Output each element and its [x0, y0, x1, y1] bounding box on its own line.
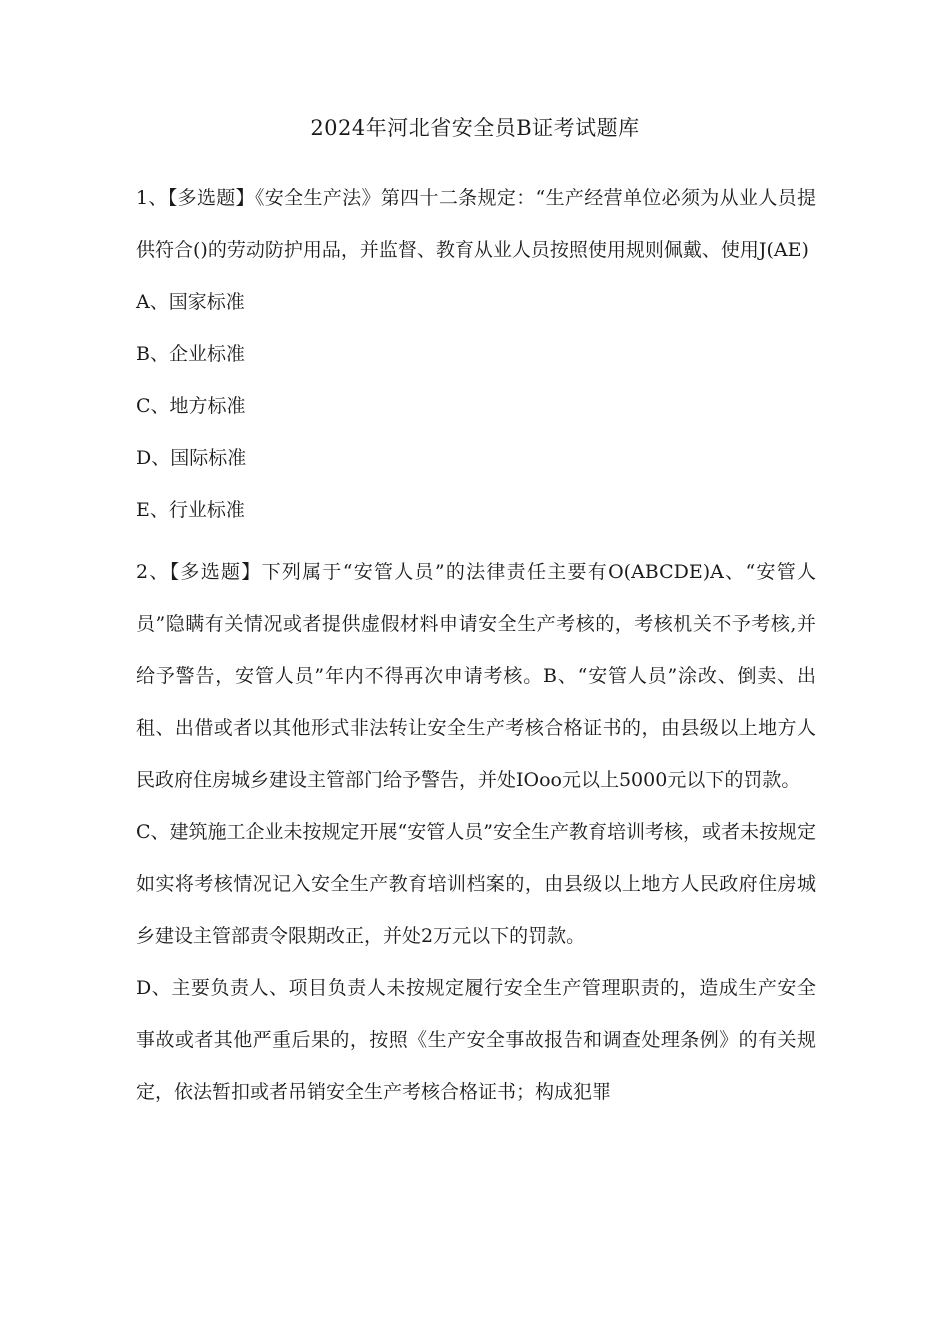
question-1 — [136, 172, 816, 536]
document-title: 2024年河北省安全员B证考试题库 — [310, 116, 640, 140]
question-1-option-c: C、地方标准 — [136, 395, 246, 417]
question-1-option-a: A、国家标准 — [136, 291, 245, 313]
question-2-paragraph-d: D、主要负责人、项目负责人未按规定履行安全生产管理职责的，造成生产安全事故或者其他严重后果的，按照《生产安全事故报告和调查处理条例》的有关规定，依法暂扣或者吊销安全生产考核合格证书；构成犯罪 — [136, 977, 816, 1103]
question-2-text: 2、【多选题】下列属于“安管人员”的法律责任主要有O(ABCDE)A、“安管人员”隐瞒有关情况或者提供虚假材料申请安全生产考核的，考核机关不予考核,并给予警告，安管人员”年内不得再次申请考核。B、“安管人员”涂改、倒卖、出租、出借或者以其他形式非法转让安全生产考核合格证书的，由县级以上地方人民政府住房城乡建设主管部门给予警告，并处IOoo元以上5000元以下的罚款。 — [136, 561, 816, 791]
question-1-option-b: B、企业标准 — [136, 343, 245, 365]
question-2-paragraph-c: C、建筑施工企业未按规定开展“安管人员”安全生产教育培训考核，或者未按规定如实将考核情况记入安全生产教育培训档案的，由县级以上地方人民政府住房城乡建设主管部责令限期改正，并处2万元以下的罚款。 — [136, 821, 816, 947]
question-spacer — [136, 536, 816, 546]
question-2 — [136, 546, 816, 1118]
question-1-option-e: E、行业标准 — [136, 499, 245, 521]
question-1-option-d: D、国际标准 — [136, 447, 247, 469]
document-body — [136, 172, 816, 1118]
question-1-text: 1、【多选题】《安全生产法》第四十二条规定：“生产经营单位必须为从业人员提供符合()的劳动防护用品，并监督、教育从业人员按照使用规则佩戴、使用J(AE) — [136, 187, 816, 261]
